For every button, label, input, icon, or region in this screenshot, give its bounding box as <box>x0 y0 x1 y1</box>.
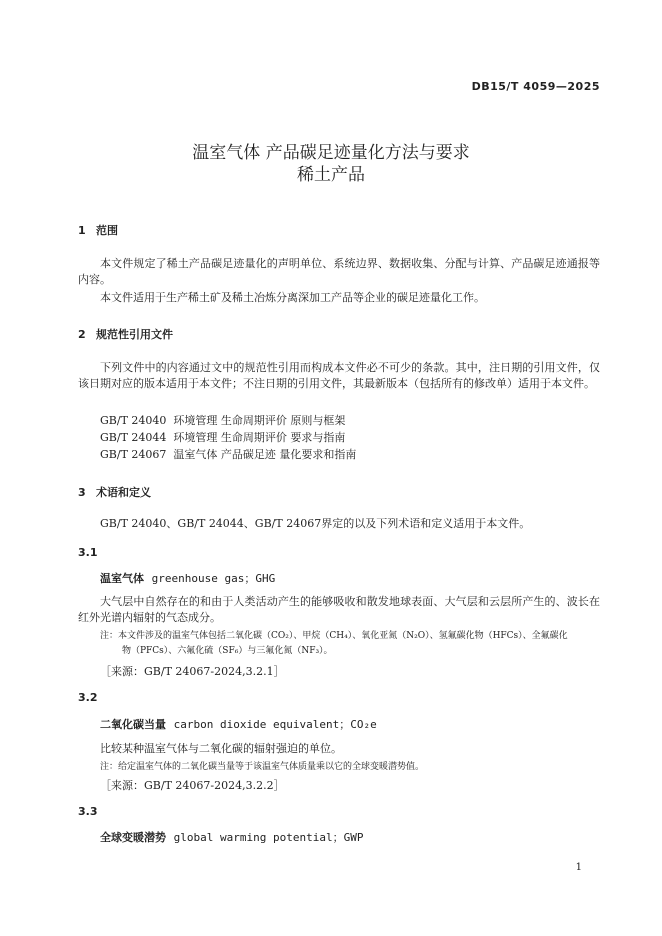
reference-item: GB/T 24067 温室气体 产品碳足迹 量化要求和指南 <box>100 448 357 461</box>
term-note-line: 注：本文件涉及的温室气体包括二氧化碳（CO₂）、甲烷（CH₄）、氧化亚氮（N₂O）、氢氟碳化物（HFCs）、全氟碳化 <box>100 631 568 641</box>
term-zh: 全球变暖潜势 <box>100 831 166 844</box>
term-zh: 二氧化碳当量 <box>100 718 166 731</box>
document-code: DB15/T 4059—2025 <box>471 80 600 93</box>
term-en: greenhouse gas；GHG <box>151 572 276 585</box>
section-number: 3 <box>78 486 86 499</box>
term-en: global warming potential；GWP <box>173 831 364 844</box>
term-definition: 比较某种温室气体与二氧化碳的辐射强迫的单位。 <box>100 742 342 755</box>
section-2-paragraph-1: 下列文件中的内容通过文中的规范性引用而构成本文件必不可少的条款。其中，注日期的引用文件，仅该日期对应的版本适用于本文件；不注日期的引用文件，其最新版本（包括所有的修改单）适用于本文件。 <box>78 361 600 390</box>
section-2-heading <box>78 326 173 342</box>
term-number: 3.1 <box>78 546 98 559</box>
page-number: 1 <box>575 862 582 873</box>
term-note-line: 注：给定温室气体的二氧化碳当量等于该温室气体质量乘以它的全球变暖潜势值。 <box>100 762 425 772</box>
section-title: 规范性引用文件 <box>96 328 173 341</box>
reference-item: GB/T 24040 环境管理 生命周期评价 原则与框架 <box>100 414 346 427</box>
section-1-heading <box>78 222 118 238</box>
term-note <box>100 629 600 659</box>
reference-item: GB/T 24044 环境管理 生命周期评价 要求与指南 <box>100 431 346 444</box>
section-title: 范围 <box>96 224 118 237</box>
term-en: carbon dioxide equivalent；CO₂e <box>173 718 377 731</box>
term-source: ［来源：GB/T 24067-2024,3.2.1］ <box>100 665 285 678</box>
term-definition: 大气层中自然存在的和由于人类活动产生的能够吸收和散发地球表面、大气层和云层所产生的、波长在红外光谱内辐射的气态成分。 <box>78 595 600 624</box>
section-1-paragraph-1: 本文件规定了稀土产品碳足迹量化的声明单位、系统边界、数据收集、分配与计算、产品碳足迹通报等内容。 <box>78 257 600 286</box>
section-3-paragraph-1: GB/T 24040、GB/T 24044、GB/T 24067界定的以及下列术语和定义适用于本文件。 <box>100 517 531 530</box>
term-source: ［来源：GB/T 24067-2024,3.2.2］ <box>100 779 285 792</box>
section-1-paragraph-2: 本文件适用于生产稀土矿及稀土冶炼分离深加工产品等企业的碳足迹量化工作。 <box>100 291 485 304</box>
term-heading <box>100 829 363 845</box>
term-note <box>100 760 600 775</box>
term-zh: 温室气体 <box>100 572 144 585</box>
term-note-line: 物（PFCs）、六氟化硫（SF₆）与三氟化氮（NF₃）。 <box>122 646 333 656</box>
term-heading <box>100 716 377 732</box>
section-number: 2 <box>78 328 86 341</box>
section-3-heading <box>78 484 151 500</box>
section-number: 1 <box>78 224 86 237</box>
document-subtitle: 稀土产品 <box>297 165 365 185</box>
term-number: 3.2 <box>78 691 98 704</box>
term-number: 3.3 <box>78 805 98 818</box>
section-title: 术语和定义 <box>96 486 151 499</box>
term-heading <box>100 570 275 586</box>
document-title: 温室气体 产品碳足迹量化方法与要求 <box>192 143 470 163</box>
